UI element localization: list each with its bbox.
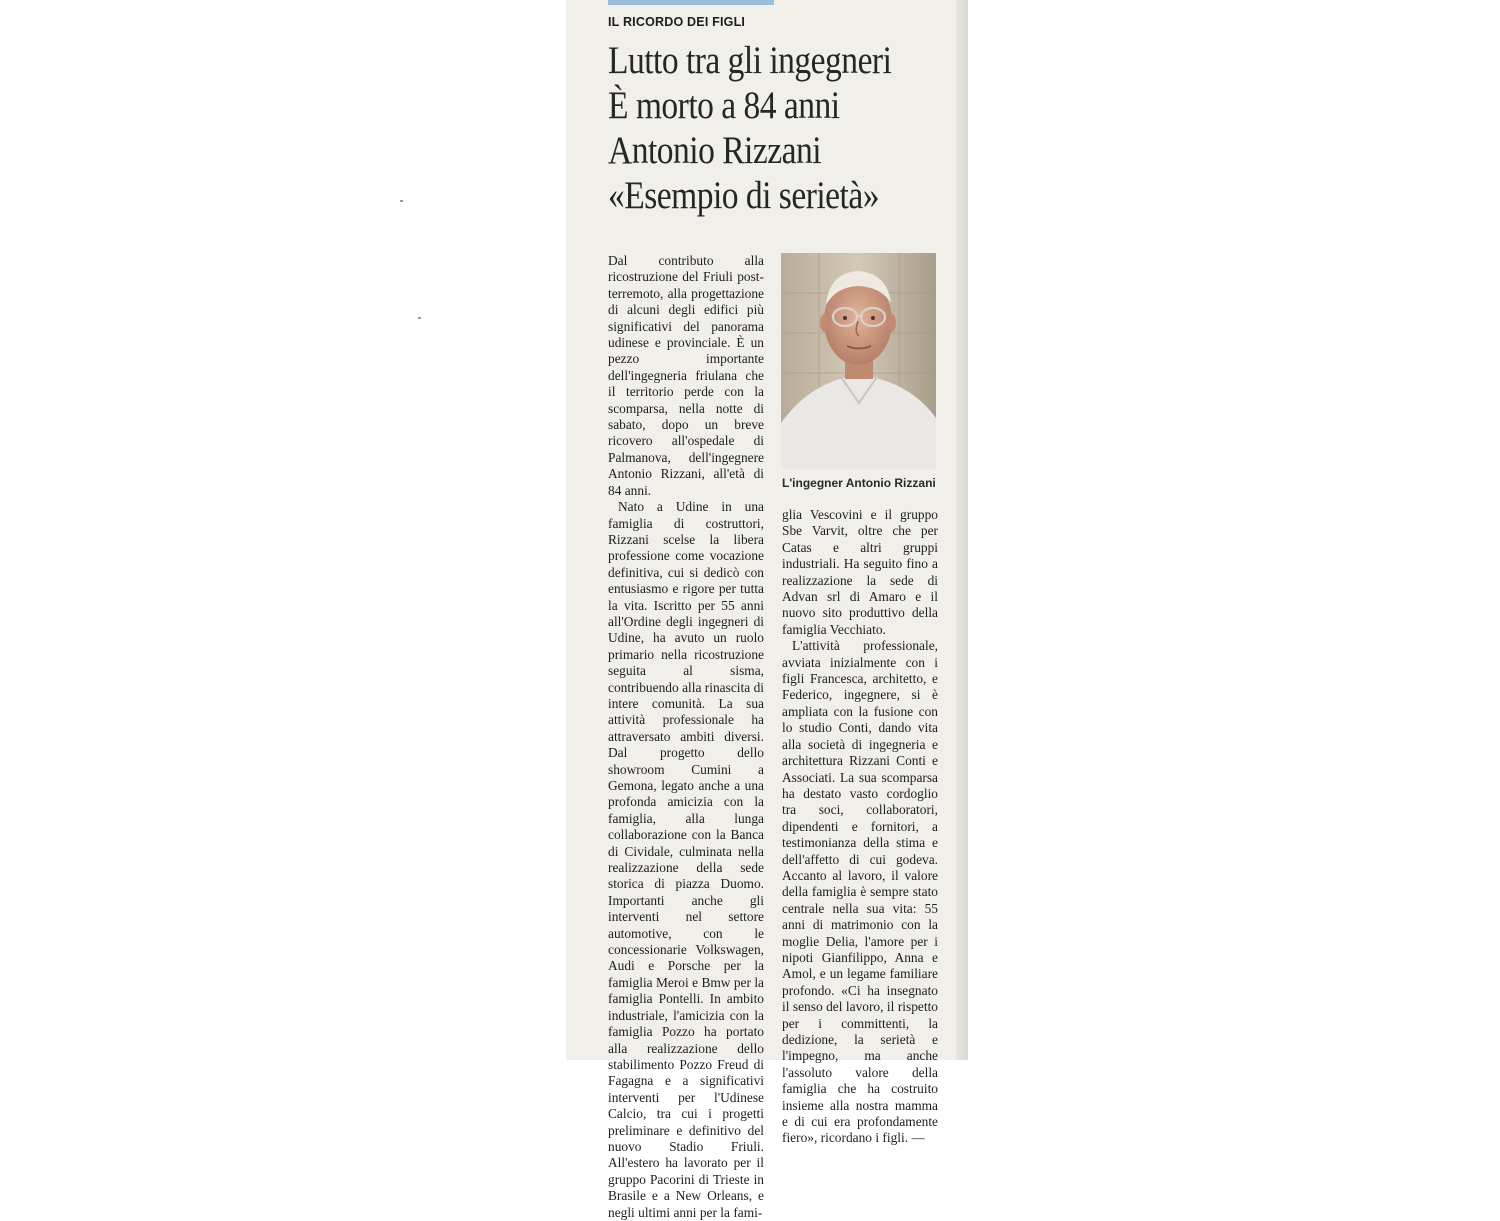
scan-speck (400, 200, 403, 202)
article-headline (608, 38, 900, 218)
headline-line: Antonio Rizzani (608, 129, 822, 172)
portrait-illustration (781, 253, 936, 469)
article-kicker: IL RICORDO DEI FIGLI (608, 15, 746, 29)
article-paragraph: glia Vescovini e il gruppo Sbe Varvit, oltre che per Catas e altri gruppi industriali. Ha seguito fino a realizzazione la sede di Advan srl di Amaro e il nuovo sito produttivo della famiglia Vecchiato. (782, 507, 938, 637)
portrait-photo-icon (781, 253, 936, 469)
article-column-right (782, 507, 938, 1147)
article-paragraph: L'attività professionale, avviata inizialmente con i figli Francesca, architetto, e Federico, ingegnere, si è ampliata con la fusione con lo studio Conti, dando vita alla società di ingegneria e architettura Rizzani Conti e Associati. La sua scomparsa ha destato vasto cordoglio tra soci, collaboratori, dipendenti e fornitori, a testimonianza della stima e dell'affetto di cui godeva. Accanto al lavoro, il valore della famiglia è sempre stato centrale nella sua vita: 55 anni di matrimonio con la moglie Delia, l'amore per i nipoti Gianfilippo, Anna e Amol, e un legame familiare profondo. «Ci ha insegnato il senso del lavoro, il rispetto per i committenti, la dedizione, la serietà e l'impegno, ma anche l'assoluto valore della famiglia che ha costruito insieme alla nostra mamma e di cui era profondamente fiero», ricordano i figli. — (782, 638, 938, 1146)
photo-caption: L'ingegner Antonio Rizzani (782, 476, 936, 490)
headline-line: Lutto tra gli ingegneri (608, 39, 892, 82)
newspaper-clipping (566, 0, 968, 1220)
section-accent-rule (608, 0, 774, 5)
article-paragraph: Nato a Udine in una famiglia di costruttori, Rizzani scelse la libera professione come vocazione definitiva, cui si dedicò con entusiasmo e rigore per tutta la vita. Iscritto per 55 anni all'Ordine degli ingegneri di Udine, ha avuto un ruolo primario nella ricostruzione seguita al sisma, contribuendo alla rinascita di intere comunità. La sua attività professionale ha attraversato ambiti diversi. Dal progetto dello showroom Cumini a Gemona, legato anche a una profonda amicizia con la famiglia, alla lunga collaborazione con la Banca di Cividale, culminata nella realizzazione della sede storica di piazza Duomo. Importanti anche gli interventi nel settore automotive, con le concessionarie Volkswagen, Audi e Porsche per la famiglia Meroi e Bmw per la famiglia Pontelli. In ambito industriale, l'amicizia con la famiglia Pozzo ha portato alla realizzazione dello stabilimento Pozzo Freud di Fagagna e a significativi interventi per l'Udinese Calcio, tra cui i progetti preliminare e definitivo del nuovo Stadio Friuli. All'estero ha lavorato per il gruppo Pacorini di Trieste in Brasile e a New Orleans, e negli ultimi anni per la fami- (608, 499, 764, 1220)
headline-line: È morto a 84 anni (608, 84, 840, 127)
scan-speck (418, 317, 421, 319)
headline-line: «Esempio di serietà» (608, 174, 879, 217)
article-column-left (608, 253, 764, 1221)
clipping-edge-shadow (956, 0, 968, 1060)
article-paragraph: Dal contributo alla ricostruzione del Friuli post-terremoto, alla progettazione di alcuni degli edifici più significativi del panorama udinese e provinciale. È un pezzo importante dell'ingegneria friulana che il territorio perde con la scomparsa, nella notte di sabato, dopo un breve ricovero all'ospedale di Palmanova, dell'ingegnere Antonio Rizzani, all'età di 84 anni. (608, 253, 764, 498)
